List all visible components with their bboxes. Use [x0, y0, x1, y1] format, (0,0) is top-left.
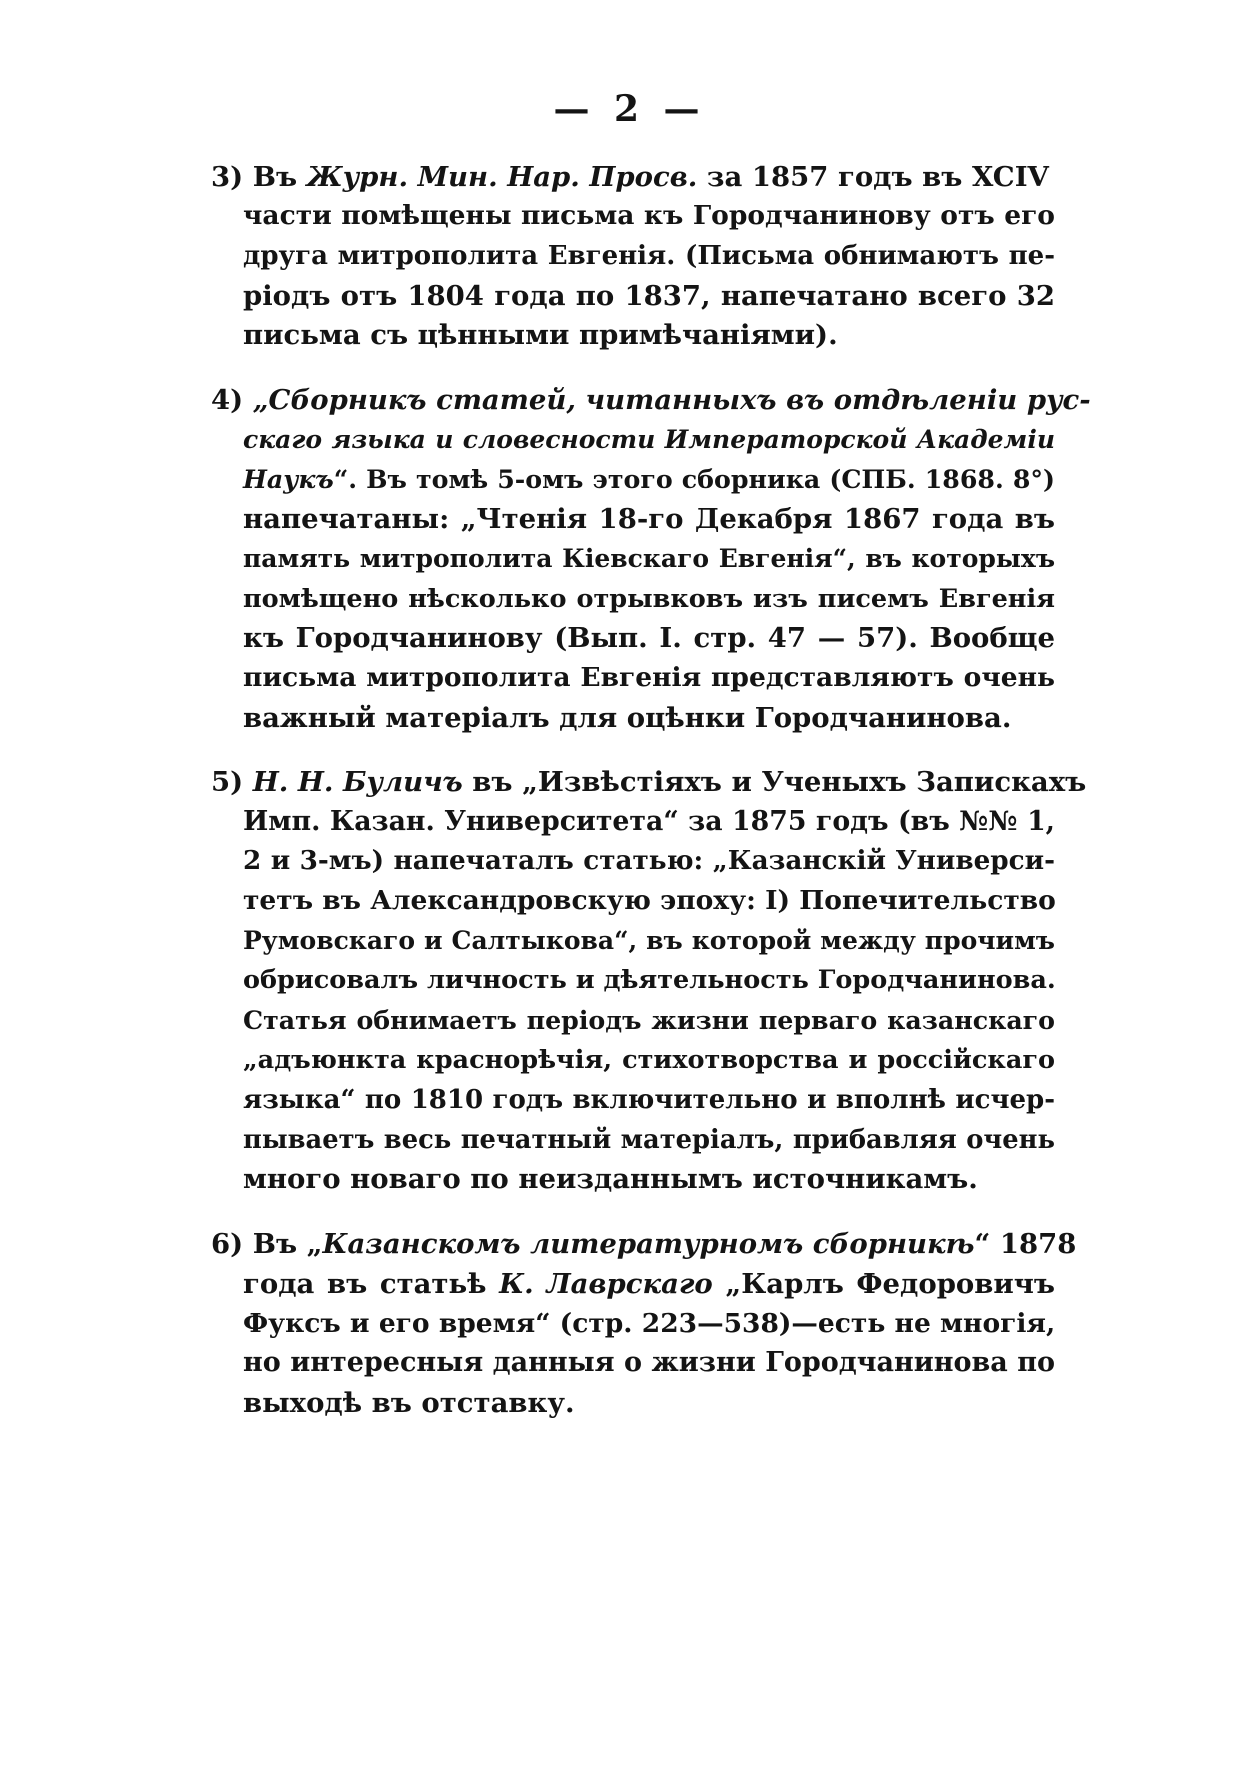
entry-line: память митрополита Кіевскаго Евгенія“, въ которыхъ — [243, 544, 1055, 573]
entry-line: языка“ по 1810 годъ включительно и вполнѣ исчер- — [243, 1085, 1055, 1115]
page-number: — 2 — — [553, 88, 706, 130]
entry-line — [211, 762, 1086, 802]
entry-marker: 6) — [211, 1228, 244, 1260]
entry-line: „адъюнкта краснорѣчія, стихотворства и россійскаго — [243, 1045, 1055, 1075]
entry-first-line — [253, 1228, 1077, 1260]
entry-line: скаго языка и словесности Императорской Академіи — [243, 425, 1055, 454]
entry-line — [211, 380, 1091, 420]
entry-line: напечатаны: „Чтенія 18-го Декабря 1867 года въ — [243, 503, 1055, 535]
entry-line: письма съ цѣнными примѣчаніями). — [243, 319, 838, 351]
entry-line: части помѣщены письма къ Городчанинову отъ его — [243, 200, 1055, 231]
entry-line: письма митрополита Евгенія представляютъ очень — [243, 662, 1055, 693]
entry-line — [211, 1224, 1076, 1264]
text-run-italic: К. Лаврскаго — [499, 1268, 713, 1300]
entry-first-line — [253, 766, 1087, 798]
text-run-italic: Н. Н. Буличъ — [252, 766, 463, 798]
text-run: за 1857 годъ въ XCIV — [697, 161, 1049, 193]
entry-marker: 4) — [211, 384, 244, 416]
text-run: Въ „ — [252, 1228, 323, 1260]
text-run: “. Въ томѣ 5-омъ этого сборника (СПБ. 1868. 8°) — [333, 464, 1055, 494]
entry-marker: 5) — [211, 766, 244, 798]
entry-line: къ Городчанинову (Вып. I. стр. 47 — 57). Вообще — [243, 622, 1055, 654]
entry-line: помѣщено нѣсколько отрывковъ изъ писемъ Евгенія — [243, 584, 1055, 614]
text-run: Въ — [252, 161, 307, 193]
entry-line: пываетъ весь печатный матеріалъ, прибавляя очень — [243, 1125, 1055, 1155]
entry-line — [211, 157, 1049, 197]
text-run-italic: „Сборникъ статей, читанныхъ въ отдѣленіи рус- — [252, 384, 1091, 416]
text-run-italic: Журн. Мин. Нар. Просв. — [306, 161, 698, 193]
text-run: „Карлъ Федоровичъ — [712, 1268, 1055, 1300]
entry-line: Фуксъ и его время“ (стр. 223—538)—есть не многія, — [243, 1308, 1056, 1339]
entry-line: важный матеріалъ для оцѣнки Городчанинова. — [243, 702, 1012, 734]
entry-line: Имп. Казан. Университета“ за 1875 годъ (въ №№ 1, — [243, 806, 1055, 837]
entry-line: но интересныя данныя о жизни Городчанинова по — [243, 1347, 1055, 1378]
text-run: года въ статьѣ — [243, 1268, 500, 1300]
entry-line — [243, 459, 1055, 499]
entry-line — [243, 1264, 1055, 1304]
entry-line: много новаго по неизданнымъ источникамъ. — [243, 1163, 978, 1195]
entry-first-line — [253, 161, 1049, 193]
entry-line: тетъ въ Александровскую эпоху: I) Попечительство — [243, 885, 1056, 916]
entry-line: обрисовалъ личность и дѣятельность Городчанинова. — [243, 965, 1056, 995]
entry-line: Статья обнимаетъ періодъ жизни перваго казанскаго — [243, 1005, 1055, 1035]
text-run-italic: Наукъ — [243, 464, 334, 494]
entry-line: выходѣ въ отставку. — [243, 1387, 575, 1419]
entry-line: Румовскаго и Салтыкова“, въ которой между прочимъ — [243, 926, 1055, 955]
text-run: въ „Извѣстіяхъ и Ученыхъ Запискахъ — [462, 766, 1087, 798]
entry-marker: 3) — [211, 161, 244, 193]
text-run-italic: Казанскомъ литературномъ сборникѣ — [322, 1228, 975, 1260]
entry-line: ріодъ отъ 1804 года по 1837, напечатано всего 32 — [243, 280, 1055, 312]
entry-line: друга митрополита Евгенія. (Письма обнимаютъ пе- — [243, 241, 1055, 271]
text-run: “ 1878 — [974, 1228, 1077, 1260]
entry-line: 2 и 3-мъ) напечаталъ статью: „Казанскій Универси- — [243, 845, 1055, 876]
